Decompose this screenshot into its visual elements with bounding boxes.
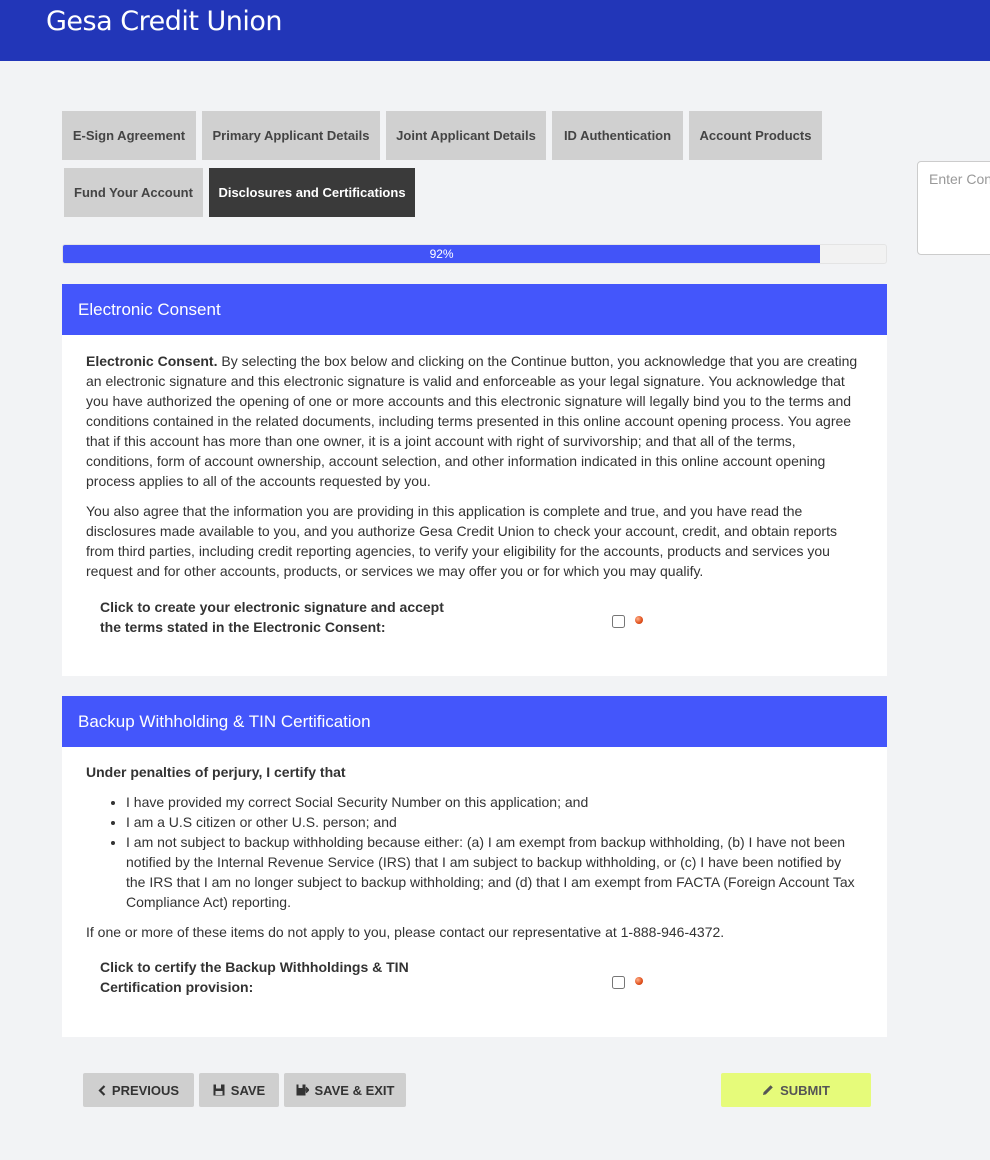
electronic-consent-text-1: By selecting the box below and clicking on the Continue button, you acknowledge that you are creating an electronic signature and this electronic signature is valid and enforceable as your legal signature. You acknowledge that you have authorized the opening of one or more accounts and this electronic signature will legally bind you to the terms and conditions contained in the related documents, including terms presented in this online account opening process. You agree that if this account has more than one owner, it is a joint account with right of survivorship; and that all of the terms, conditions, form of account ownership, account selection, and other information indicated in this online account opening process applies to all of the accounts requested by you. xyxy=(86,353,858,489)
tab-id-authentication[interactable]: ID Authentication xyxy=(552,111,683,160)
tab-disclosures-and-certifications[interactable]: Disclosures and Certifications xyxy=(209,168,415,217)
electronic-consent-lead: Electronic Consent. xyxy=(86,353,218,369)
electronic-consent-paragraph-2: You also agree that the information you are providing in this application is complete and true, and you have read the disclosures made available to you, and you authorize Gesa Credit Union to check your account, credit, and obtain reports from third parties, including credit reporting agencies, to verify your eligibility for the accounts, products and services you request and for other accounts, products, or services we may offer you or for which you may qualify. xyxy=(86,503,837,579)
top-bar xyxy=(0,0,990,61)
save-and-exit-label: SAVE & EXIT xyxy=(314,1082,395,1098)
certification-item: • I am not subject to backup withholding because either: (a) I am exempt from backup withholding, (b) I have not been notified by the Internal Revenue Service (IRS) that I am subject to backup withholding, or (c) I have been notified by the IRS that I am no longer subject to backup withholding; and (d) that I am exempt from FACTA (Foreign Account Tax Compliance Act) reporting. xyxy=(126,832,863,912)
backup-withholding-intro: Under penalties of perjury, I certify that xyxy=(86,764,346,780)
save-and-exit-button[interactable] xyxy=(284,1073,406,1107)
electronic-consent-header xyxy=(62,284,887,335)
previous-label: PREVIOUS xyxy=(111,1082,180,1098)
progress-label: 92% xyxy=(429,247,454,261)
save-exit-icon xyxy=(296,1084,309,1096)
electronic-consent-paragraph-1 xyxy=(86,351,863,491)
tab-e-sign-agreement[interactable]: E-Sign Agreement xyxy=(62,111,196,160)
backup-withholding-body xyxy=(62,747,887,1037)
electronic-consent-title: Electronic Consent xyxy=(78,299,221,319)
brand-title: Gesa Credit Union xyxy=(46,6,283,37)
submit-label: SUBMIT xyxy=(780,1082,830,1098)
backup-withholding-checkbox-label: Click to certify the Backup Withholdings & TIN Certification provision: xyxy=(100,959,409,995)
save-button[interactable] xyxy=(199,1073,279,1107)
tab-account-products[interactable]: Account Products xyxy=(689,111,822,160)
progress-bar xyxy=(62,244,887,264)
electronic-consent-checkbox-label: Click to create your electronic signature and accept the terms stated in the Electronic Consent: xyxy=(100,599,444,635)
certification-item: • I am a U.S citizen or other U.S. person; and xyxy=(126,812,863,832)
save-label: SAVE xyxy=(230,1082,266,1098)
side-comment-input[interactable] xyxy=(917,161,990,255)
submit-button[interactable] xyxy=(721,1073,871,1107)
contact-note: If one or more of these items do not apply to you, please contact our representative at 1-888-946-4372. xyxy=(86,924,725,940)
tab-joint-applicant-details[interactable]: Joint Applicant Details xyxy=(386,111,546,160)
tab-fund-your-account[interactable]: Fund Your Account xyxy=(64,168,203,217)
progress-fill xyxy=(63,245,820,263)
tab-primary-applicant-details[interactable]: Primary Applicant Details xyxy=(202,111,380,160)
chevron-left-icon xyxy=(98,1085,106,1096)
backup-withholding-title: Backup Withholding & TIN Certification xyxy=(78,711,371,731)
certification-list xyxy=(86,792,863,912)
required-indicator-icon xyxy=(635,616,643,624)
electronic-consent-body xyxy=(62,335,887,676)
pencil-icon xyxy=(762,1084,774,1096)
backup-withholding-checkbox[interactable] xyxy=(612,976,625,989)
required-indicator-icon xyxy=(635,977,643,985)
previous-button[interactable] xyxy=(83,1073,194,1107)
backup-withholding-header xyxy=(62,696,887,747)
electronic-consent-checkbox[interactable] xyxy=(612,615,625,628)
save-icon xyxy=(213,1084,225,1096)
certification-item: • I have provided my correct Social Security Number on this application; and xyxy=(126,792,863,812)
